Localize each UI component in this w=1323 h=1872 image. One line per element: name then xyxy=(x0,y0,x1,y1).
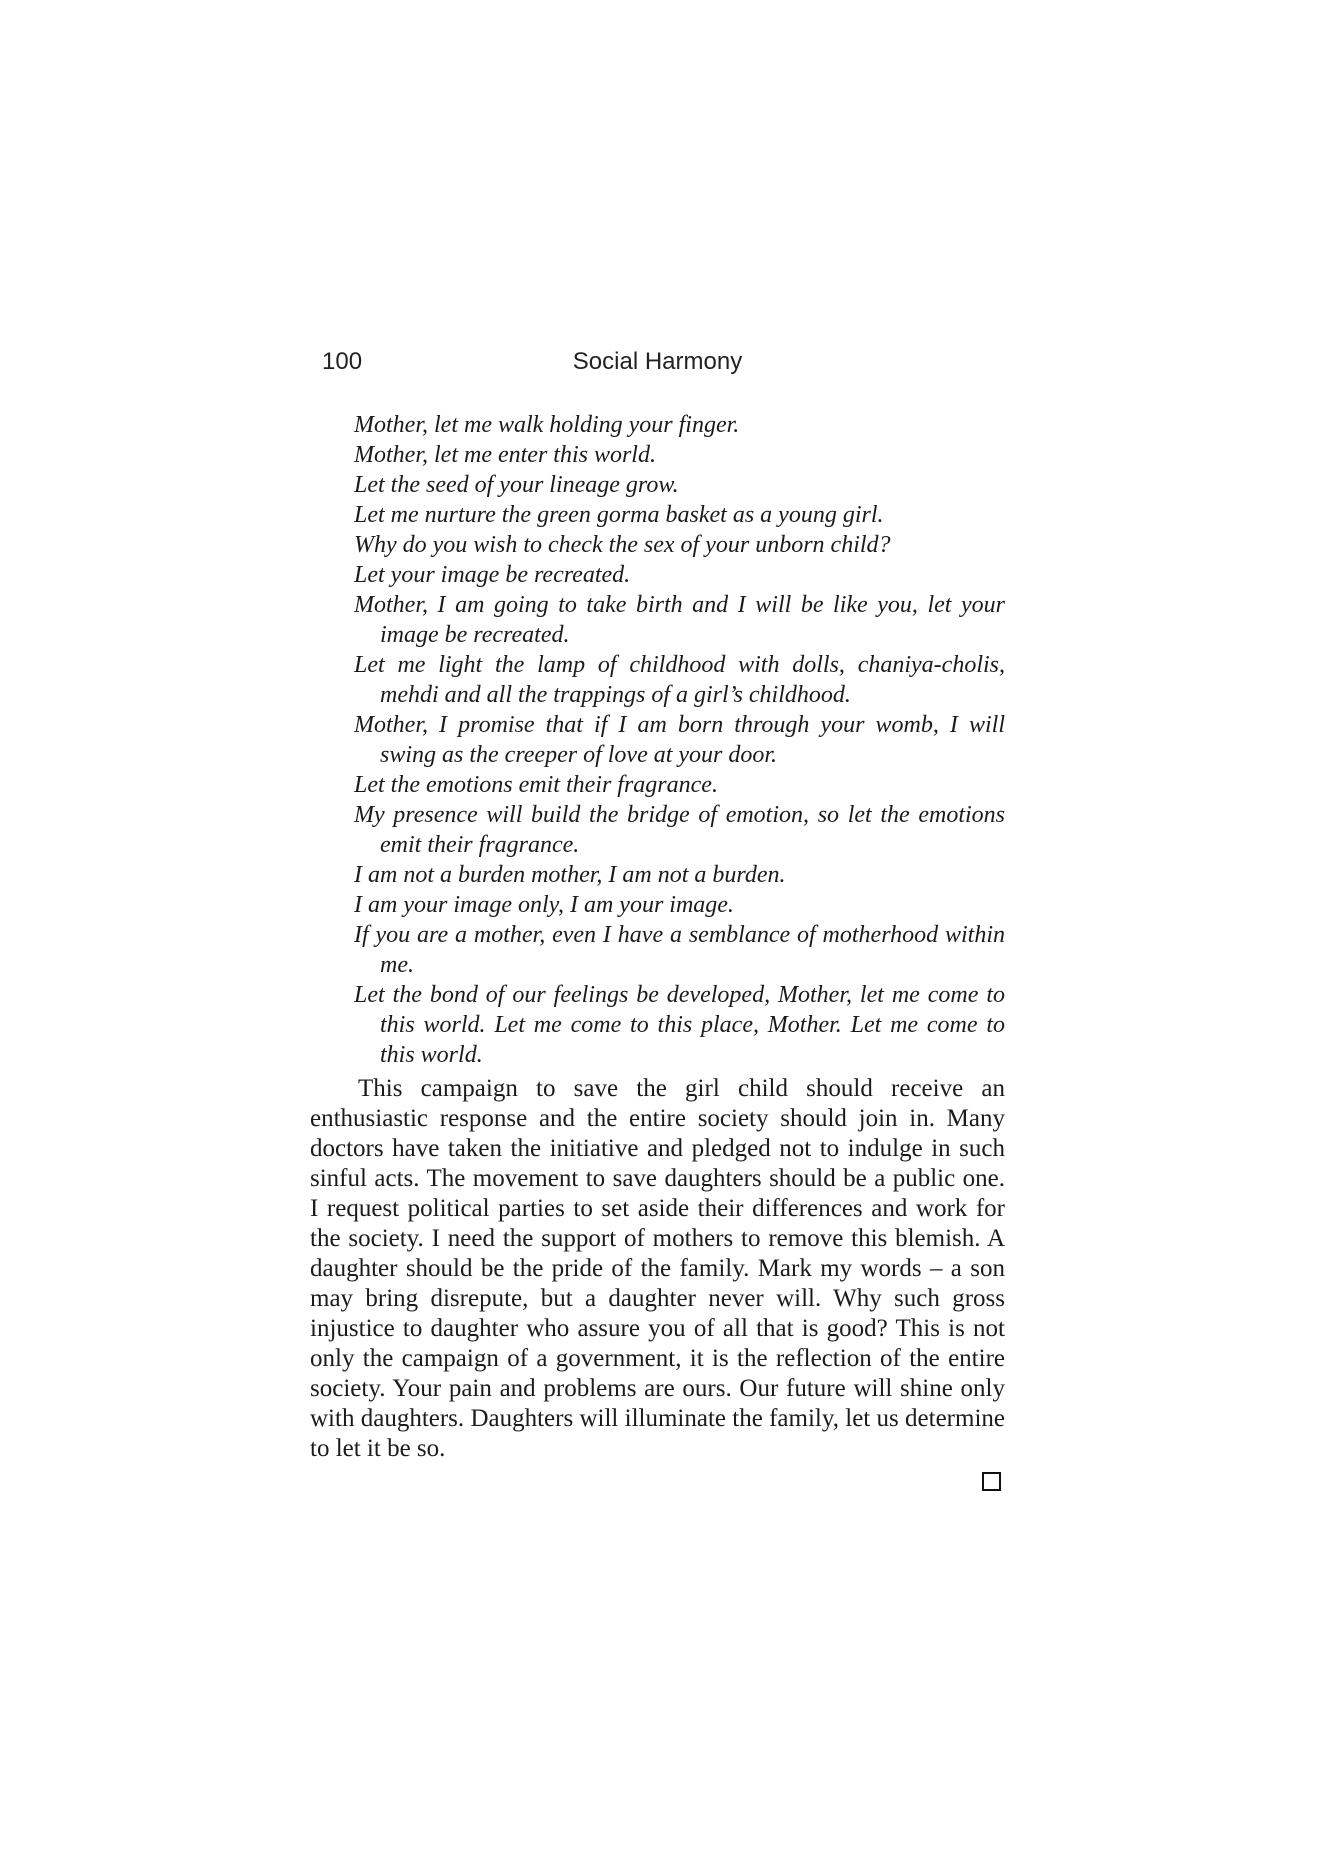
poem-line: Mother, let me enter this world. xyxy=(354,442,656,468)
poem-line: Let the seed of your lineage grow. xyxy=(354,472,679,498)
poem-line: I am your image only, I am your image. xyxy=(354,892,734,918)
poem-line: Let the bond of our feelings be developed, Mother, let me come to this world. Let me come to this place, Mother. Let me come to this world. xyxy=(354,982,1005,1068)
poem-line: Mother, let me walk holding your finger. xyxy=(354,412,740,438)
closing-paragraph: This campaign to save the girl child should receive an enthusiastic response and the entire society should join in. Many doctors have taken the initiative and pledged not to indulge in such sinful acts. The movement to save daughters should be a public one. I request political parties to set aside their differences and work for the society. I need the support of mothers to remove this blemish. A daughter should be the pride of the family. Mark my words – a son may bring disrepute, but a daughter never will. Why such gross injustice to daughter who assure you of all that is good? This is not only the campaign of a government, it is the reflection of the entire society. Your pain and problems are ours. Our future will shine only with daughters. Daughters will illuminate the family, let us determine to let it be so. xyxy=(310,1075,1005,1462)
poem-line: Let your image be recreated. xyxy=(354,562,631,588)
poem-line: If you are a mother, even I have a semblance of motherhood within me. xyxy=(354,922,1005,978)
poem-line: Mother, I promise that if I am born through your womb, I will swing as the creeper of love at your door. xyxy=(354,712,1005,768)
page-number: 100 xyxy=(322,348,363,375)
poem-line: Let me nurture the green gorma basket as a young girl. xyxy=(354,502,884,528)
end-marker-row xyxy=(310,1472,1005,1491)
running-title: Social Harmony xyxy=(572,348,743,375)
poem-line: Let me light the lamp of childhood with dolls, chaniya-cholis, mehdi and all the trappings of a girl’s childhood. xyxy=(354,652,1005,708)
poem-line: Let the emotions emit their fragrance. xyxy=(354,772,718,798)
poem xyxy=(310,410,1005,1070)
poem-line: My presence will build the bridge of emotion, so let the emotions emit their fragrance. xyxy=(354,802,1005,858)
poem-line: I am not a burden mother, I am not a burden. xyxy=(354,862,786,888)
poem-line: Why do you wish to check the sex of your unborn child? xyxy=(354,532,891,558)
end-of-article-square-icon xyxy=(982,1472,1001,1491)
poem-line: Mother, I am going to take birth and I will be like you, let your image be recreated. xyxy=(354,592,1005,648)
page-header xyxy=(310,348,1005,380)
page-body xyxy=(310,410,1005,1491)
